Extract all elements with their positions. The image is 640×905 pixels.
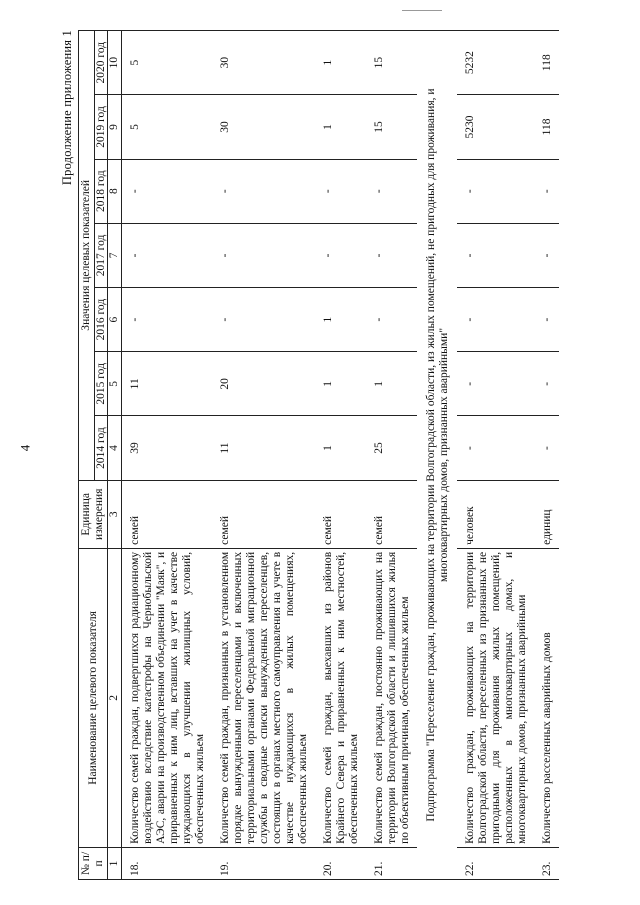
indicator-unit: семей	[212, 480, 315, 548]
column-number: 4	[108, 416, 122, 480]
indicator-unit: семей	[122, 480, 212, 548]
column-number: 10	[108, 31, 122, 95]
value-cell: -	[457, 416, 534, 480]
indicator-unit: семей	[366, 480, 417, 548]
table-row	[122, 31, 212, 880]
value-cell: -	[534, 223, 559, 287]
row-number: 22.	[457, 847, 534, 879]
value-cell: -	[534, 288, 559, 352]
column-number: 6	[108, 288, 122, 352]
value-cell: -	[315, 159, 366, 223]
value-cell: 39	[122, 416, 212, 480]
header-values-group: Значения целевых показателей	[79, 31, 95, 481]
value-cell: 5232	[457, 31, 534, 95]
value-cell: 11	[122, 352, 212, 416]
value-cell: 5230	[457, 95, 534, 159]
header-year: 2016 год	[94, 288, 107, 352]
indicator-name: Количество семей граждан, подвергшихся радиационному воздействию вследствие катастрофы на Чернобыльской АЭС, аварии на производственном объединении "Маяк", и приравненных к ним лиц, вставших на учет в качестве нуждающихся в улучшении жилищных условий, обеспеченных жильем	[122, 548, 212, 847]
indicator-unit: единиц	[534, 480, 559, 548]
value-cell: 118	[534, 95, 559, 159]
header-name: Наименование целевого показателя	[79, 548, 108, 847]
value-cell: 1	[366, 352, 417, 416]
value-cell: 25	[366, 416, 417, 480]
column-number: 5	[108, 352, 122, 416]
row-number: 21.	[366, 847, 417, 879]
column-number: 8	[108, 159, 122, 223]
header-no: № п/п	[79, 847, 108, 879]
header-year: 2015 год	[94, 352, 107, 416]
rotated-page-content	[60, 30, 640, 880]
page-number: 4	[17, 444, 33, 452]
table-row	[212, 31, 315, 880]
value-cell: 20	[212, 352, 315, 416]
value-cell: 15	[366, 95, 417, 159]
value-cell: -	[212, 288, 315, 352]
row-number: 19.	[212, 847, 315, 879]
value-cell: -	[122, 223, 212, 287]
row-number: 20.	[315, 847, 366, 879]
value-cell: -	[366, 288, 417, 352]
top-rule	[402, 10, 442, 11]
indicator-unit: семей	[315, 480, 366, 548]
value-cell: -	[122, 159, 212, 223]
indicator-name: Количество семей граждан, постоянно проживающих на территории Волгоградской области и лишившихся жилья по объективным причинам, обеспеченных жильем	[366, 548, 417, 847]
value-cell: 1	[315, 95, 366, 159]
header-unit: Единица измерения	[79, 480, 108, 548]
value-cell: -	[366, 223, 417, 287]
value-cell: -	[457, 352, 534, 416]
indicator-unit: человек	[457, 480, 534, 548]
table-row	[366, 31, 417, 880]
value-cell: -	[457, 288, 534, 352]
table-row	[534, 31, 559, 880]
value-cell: -	[534, 159, 559, 223]
value-cell: 1	[315, 352, 366, 416]
value-cell: 118	[534, 31, 559, 95]
appendix-caption: Продолжение приложения 1	[60, 30, 74, 186]
value-cell: 1	[315, 288, 366, 352]
value-cell: 1	[315, 416, 366, 480]
indicators-table	[78, 30, 559, 880]
value-cell: 1	[315, 31, 366, 95]
value-cell: 5	[122, 95, 212, 159]
value-cell: 30	[212, 95, 315, 159]
value-cell: 30	[212, 31, 315, 95]
indicator-name: Количество расселенных аварийных домов	[534, 548, 559, 847]
value-cell: -	[212, 223, 315, 287]
row-number: 18.	[122, 847, 212, 879]
value-cell: -	[315, 223, 366, 287]
header-year: 2020 год	[94, 31, 107, 95]
indicator-name: Количество семей граждан, признанных в установленном порядке вынужденными переселенцами и включенных территориальными органами Федеральной миграционной службы в сводные списки вынужденных переселенцев, состоящих в органах местного самоуправления на учете в качестве нуждающихся в жилых помещениях, обеспеченных жильем	[212, 548, 315, 847]
header-year: 2019 год	[94, 95, 107, 159]
column-number: 1	[108, 847, 122, 879]
column-number: 9	[108, 95, 122, 159]
row-number: 23.	[534, 847, 559, 879]
subprogram-row	[417, 31, 457, 880]
indicator-name: Количество семей граждан, выехавших из районов Крайнего Севера и приравненных к ним местностей, обеспеченных жильем	[315, 548, 366, 847]
header-year: 2018 год	[94, 159, 107, 223]
header-year: 2014 год	[94, 416, 107, 480]
header-year: 2017 год	[94, 223, 107, 287]
column-number: 3	[108, 480, 122, 548]
value-cell: -	[212, 159, 315, 223]
value-cell: -	[366, 159, 417, 223]
column-number: 7	[108, 223, 122, 287]
value-cell: 11	[212, 416, 315, 480]
value-cell: -	[457, 159, 534, 223]
table-row	[315, 31, 366, 880]
indicator-name: Количество граждан, проживающих на территории Волгоградской области, переселенных из признанных не пригодными для проживания жилых помещений, расположенных в многоквартирных домах, и многоквартирных домов, признанных аварийными	[457, 548, 534, 847]
value-cell: -	[122, 288, 212, 352]
table-row	[457, 31, 534, 880]
value-cell: -	[457, 223, 534, 287]
value-cell: -	[534, 416, 559, 480]
value-cell: 15	[366, 31, 417, 95]
value-cell: -	[534, 352, 559, 416]
subprogram-title: Подпрограмма "Переселение граждан, проживающих на территории Волгоградской области, из жилых помещений, не пригодных для проживания, и многоквартирных домов, признанных аварийными"	[417, 31, 457, 880]
value-cell: 5	[122, 31, 212, 95]
column-number: 2	[108, 548, 122, 847]
